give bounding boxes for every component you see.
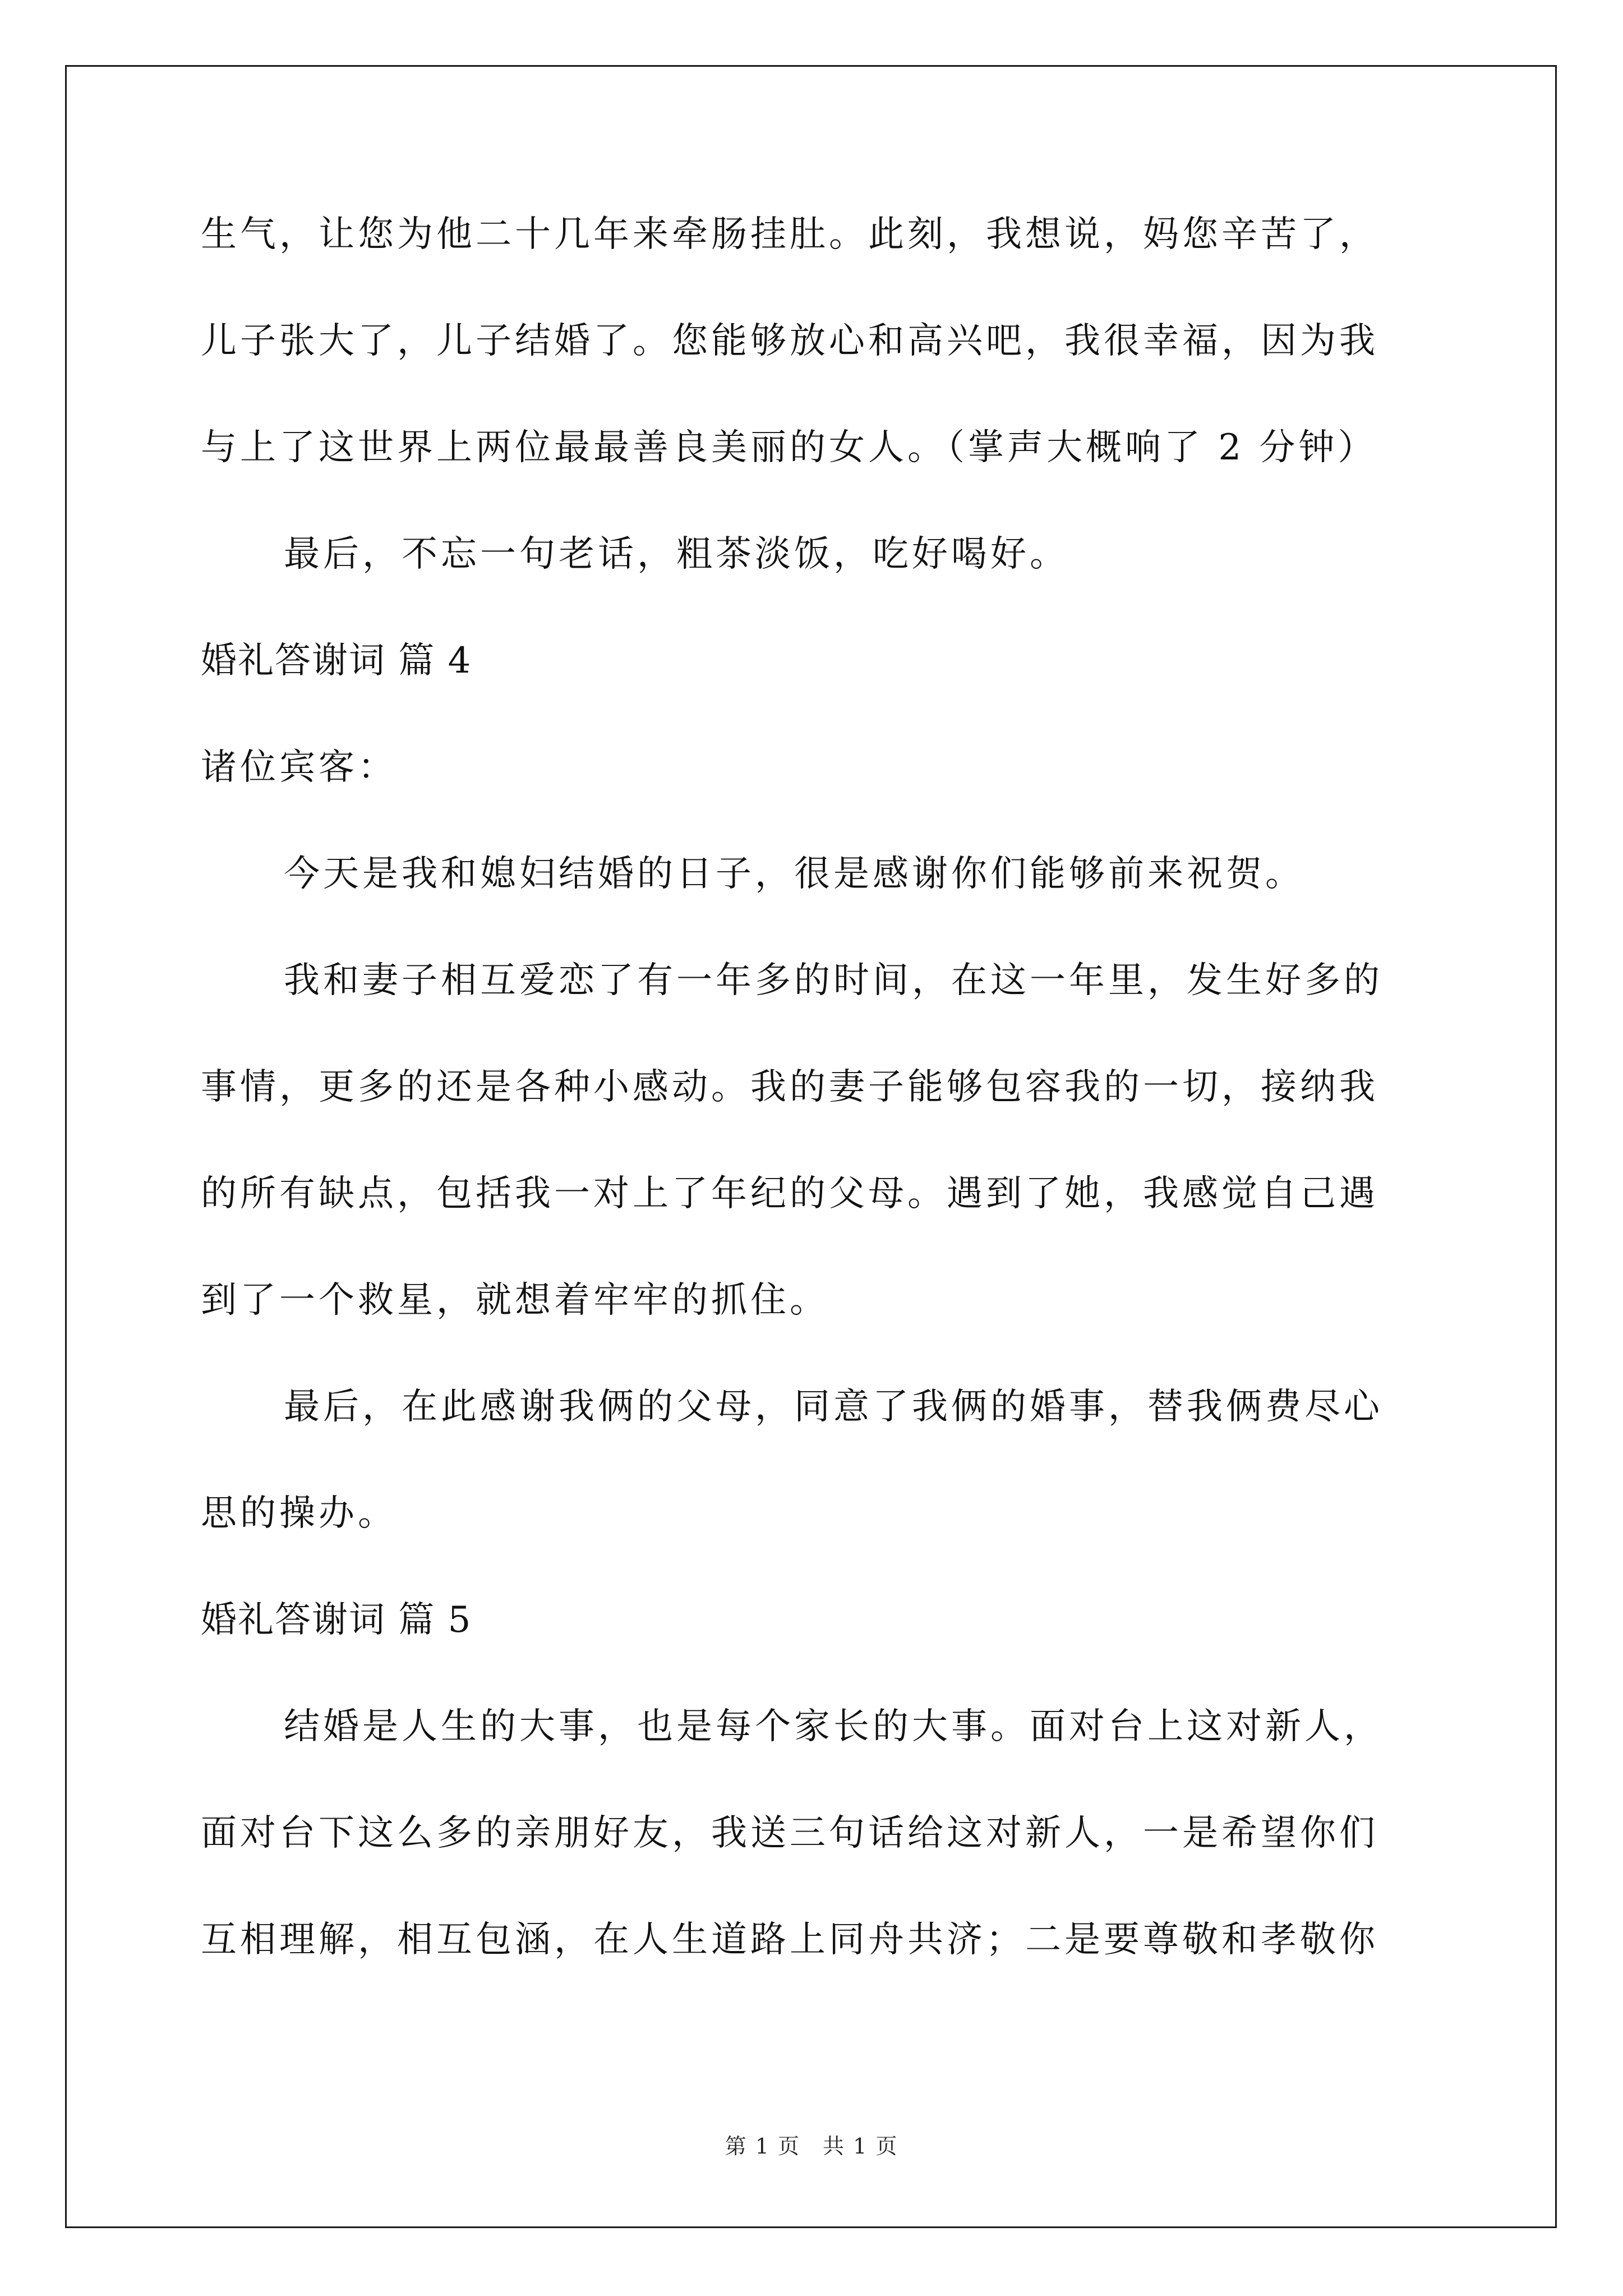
paragraph-line: 互相理解，相互包涵，在人生道路上同舟共济；二是要尊敬和孝敬你 xyxy=(201,1919,1378,1961)
paragraph-line: 的所有缺点，包括我一对上了年纪的父母。遇到了她，我感觉自己遇 xyxy=(201,1173,1378,1214)
paragraph-line: 最后，在此感谢我俩的父母，同意了我俩的婚事，替我俩费尽心 xyxy=(284,1386,1383,1428)
paragraph-line: 最后，不忘一句老话，粗茶淡饭，吃好喝好。 xyxy=(284,533,1069,575)
paragraph-line: 今天是我和媳妇结婚的日子，很是感谢你们能够前来祝贺。 xyxy=(284,853,1304,895)
paragraph-line: 思的操办。 xyxy=(201,1493,397,1534)
paragraph-line: 事情，更多的还是各种小感动。我的妻子能够包容我的一切，接纳我 xyxy=(201,1066,1378,1108)
paragraph-line: 儿子张大了，儿子结婚了。您能够放心和高兴吧，我很幸福，因为我 xyxy=(201,320,1378,362)
paragraph-line: 与上了这世界上两位最最善良美丽的女人。（掌声大概响了 2 分钟） xyxy=(201,427,1377,468)
page-number-footer: 第 1 页 共 1 页 xyxy=(725,2134,898,2159)
salutation: 诸位宾客： xyxy=(201,747,397,788)
paragraph-line: 生气，让您为他二十几年来牵肠挂肚。此刻，我想说，妈您辛苦了， xyxy=(201,214,1378,255)
paragraph-line: 到了一个救星，就想着牢牢的抓住。 xyxy=(201,1280,829,1321)
paragraph-line: 面对台下这么多的亲朋好友，我送三句话给这对新人，一是希望你们 xyxy=(201,1812,1378,1854)
section-heading: 婚礼答谢词 篇 4 xyxy=(201,640,472,682)
page-border xyxy=(65,65,1557,2228)
paragraph-line: 我和妻子相互爱恋了有一年多的时间，在这一年里，发生好多的 xyxy=(284,960,1383,1001)
section-heading: 婚礼答谢词 篇 5 xyxy=(201,1599,472,1641)
paragraph-line: 结婚是人生的大事，也是每个家长的大事。面对台上这对新人， xyxy=(284,1706,1383,1747)
